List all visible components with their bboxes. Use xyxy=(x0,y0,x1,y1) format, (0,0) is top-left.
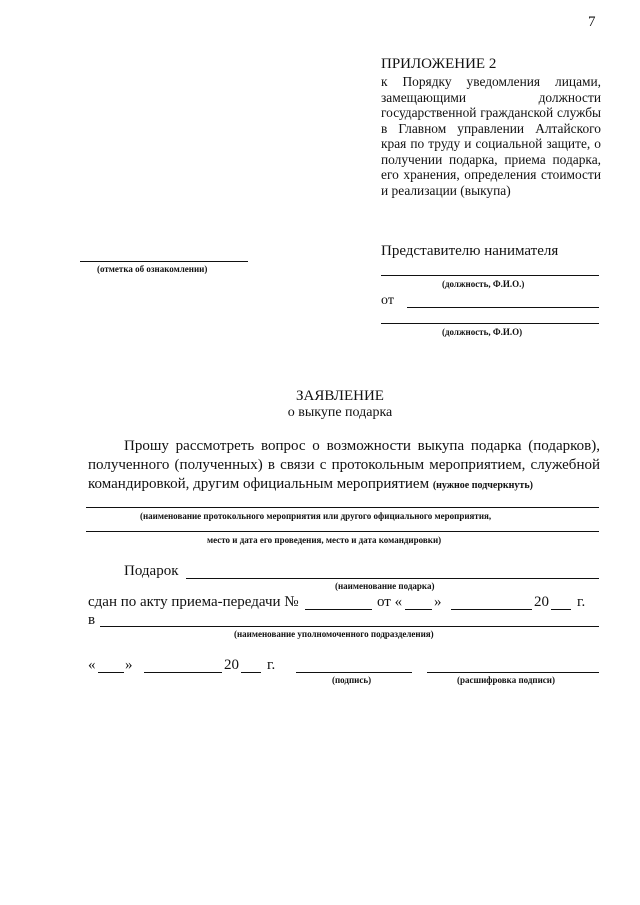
request-paragraph xyxy=(88,437,600,495)
recipient-label: Представителю нанимателя xyxy=(381,243,559,259)
from-line-2[interactable] xyxy=(381,323,599,324)
from-caption: (должность, Ф.И.О) xyxy=(442,327,523,337)
page-number: 7 xyxy=(588,14,596,30)
transfer-from: от « xyxy=(377,594,403,610)
signature-line[interactable] xyxy=(296,672,412,673)
event-caption-2: место и дата его проведения, место и дата командировки) xyxy=(207,535,442,545)
sign-year-line[interactable] xyxy=(241,672,261,673)
transfer-year-suffix: г. xyxy=(577,594,586,610)
sign-year: 20 xyxy=(224,657,239,673)
recipient-caption: (должность, Ф.И.О.) xyxy=(442,279,525,289)
appendix-body: к Порядку уведомления лицами, замещающими должности государственной гражданской службы в Главном управлении Алтайского края по труду и социальной защите, о получении подарка, приема подарка, его хранения, определения стоимости и реализации (выкупа) xyxy=(381,74,601,198)
act-month-line[interactable] xyxy=(451,609,532,610)
transfer-quote-close: » xyxy=(434,594,442,610)
sign-quote-open: « xyxy=(88,657,96,673)
gift-label: Подарок xyxy=(124,563,179,579)
signature-decode-caption: (расшифровка подписи) xyxy=(457,675,555,685)
sign-day-line[interactable] xyxy=(98,672,124,673)
appendix-title: ПРИЛОЖЕНИЕ 2 xyxy=(381,56,497,72)
document-title: ЗАЯВЛЕНИЕ xyxy=(296,388,384,404)
sign-year-suffix: г. xyxy=(267,657,276,673)
department-caption: (наименование уполномоченного подразделения) xyxy=(234,629,434,639)
event-line-1[interactable] xyxy=(86,507,599,508)
signature-decode-line[interactable] xyxy=(427,672,599,673)
request-note: (нужное подчеркнуть) xyxy=(432,480,533,491)
sign-month-line[interactable] xyxy=(144,672,222,673)
request-text: Прошу рассмотреть вопрос о возможности выкупа подарка (подарков), полученного (полученных) в связи с протокольным мероприятием, служебной командировкой, другим официальным мероприятием xyxy=(88,438,600,492)
from-line-1[interactable] xyxy=(407,307,599,308)
gift-line[interactable] xyxy=(186,578,599,579)
acknowledgment-caption: (отметка об ознакомлении) xyxy=(97,264,208,274)
signature-caption: (подпись) xyxy=(332,675,372,685)
document-subtitle: о выкупе подарка xyxy=(287,405,393,420)
event-caption-1: (наименование протокольного мероприятия или другого официального мероприятия, xyxy=(140,511,492,521)
department-prefix: в xyxy=(88,612,96,628)
gift-caption: (наименование подарка) xyxy=(335,581,435,591)
event-line-2[interactable] xyxy=(86,531,599,532)
act-year-line[interactable] xyxy=(551,609,571,610)
department-line[interactable] xyxy=(100,626,599,627)
transfer-year: 20 xyxy=(534,594,549,610)
from-label: от xyxy=(381,293,394,308)
act-number-line[interactable] xyxy=(305,609,372,610)
sign-quote-close: » xyxy=(125,657,133,673)
act-day-line[interactable] xyxy=(405,609,432,610)
transfer-text: сдан по акту приема-передачи № xyxy=(88,594,299,610)
acknowledgment-line[interactable] xyxy=(80,261,248,262)
recipient-name-line[interactable] xyxy=(381,275,599,276)
